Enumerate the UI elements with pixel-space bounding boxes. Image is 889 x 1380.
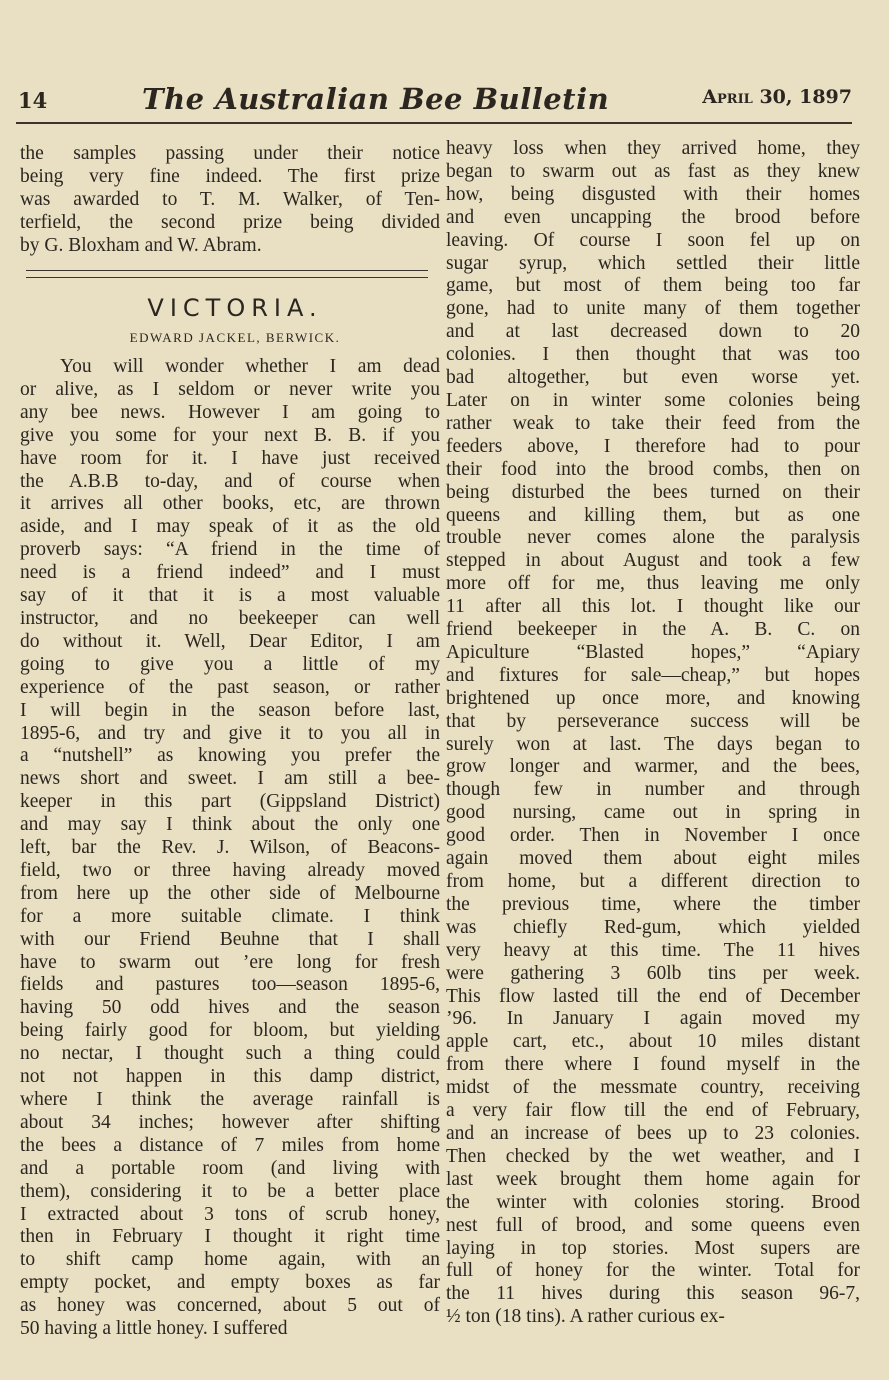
text-line: or alive, as I seldom or never write you <box>20 378 440 400</box>
text-line: nest full of brood, and some queens even <box>446 1214 860 1236</box>
text-line: game, but most of them being too far <box>446 275 860 297</box>
text-line: keeper in this part (Gippsland District) <box>20 791 440 813</box>
text-line: heavy loss when they arrived home, they <box>446 138 860 159</box>
text-line: how, being disgusted with their homes <box>446 183 860 205</box>
text-line: the bees a distance of 7 miles from home <box>20 1134 440 1156</box>
text-line: midst of the messmate country, receiving <box>446 1077 860 1099</box>
text-line: This flow lasted till the end of December <box>446 985 860 1007</box>
text-line: with our Friend Beuhne that I shall <box>20 928 440 950</box>
text-line: being very fine indeed. The first prize <box>20 165 440 187</box>
text-line: for a more suitable climate. I think <box>20 905 440 927</box>
text-line: bad altogether, but even worse yet. <box>446 367 860 389</box>
text-line: 11 after all this lot. I thought like our <box>446 596 860 618</box>
text-line: Later on in winter some colonies being <box>446 389 860 411</box>
text-line: say of it that it is a most valuable <box>20 585 440 607</box>
text-line: You will wonder whether I am dead <box>60 356 440 377</box>
text-line: very heavy at this time. The 11 hives <box>446 939 860 961</box>
text-line: that by perseverance success will be <box>446 710 860 732</box>
text-line: was chiefly Red-gum, which yielded <box>446 916 860 938</box>
text-line: a “nutshell” as knowing you prefer the <box>20 745 440 767</box>
section-divider <box>26 270 428 278</box>
text-line: feeders above, I therefore had to pour <box>446 435 860 457</box>
text-line: Then checked by the wet weather, and I <box>446 1145 860 1167</box>
text-line: about 34 inches; however after shifting <box>20 1111 440 1133</box>
text-line: have to swarm out ’ere long for fresh <box>20 951 440 973</box>
text-line: the 11 hives during this season 96-7, <box>446 1283 860 1305</box>
text-line: news short and sweet. I am still a bee- <box>20 768 440 790</box>
text-line: give you some for your next B. B. if you <box>20 424 440 446</box>
text-line: have room for it. I have just received <box>20 447 440 469</box>
text-line: left, bar the Rev. J. Wilson, of Beacons- <box>20 837 440 859</box>
text-line: rather weak to take their feed from the <box>446 412 860 434</box>
page-header <box>16 82 852 118</box>
text-line: were gathering 3 60lb tins per week. <box>446 962 860 984</box>
text-line: any bee news. However I am going to <box>20 401 440 423</box>
text-line: sugar syrup, which settled their little <box>446 252 860 274</box>
text-line: surely won at last. The days began to <box>446 733 860 755</box>
text-line: from here up the other side of Melbourne <box>20 882 440 904</box>
text-line: aside, and I may speak of it as the old <box>20 516 440 538</box>
text-line: and a portable room (and living with <box>20 1157 440 1179</box>
text-line: as honey was concerned, about 5 out of <box>20 1295 440 1317</box>
page-number: 14 <box>18 88 48 113</box>
text-line: colonies. I then thought that was too <box>446 344 860 366</box>
text-line: I extracted about 3 tons of scrub honey, <box>20 1203 440 1225</box>
text-line: gone, had to unite many of them together <box>446 298 860 320</box>
text-line: it arrives all other books, etc, are thrown <box>20 493 440 515</box>
text-line: and an increase of bees up to 23 colonies. <box>446 1122 860 1144</box>
text-line: 1895-6, and try and give it to you all in <box>20 722 440 744</box>
text-line: field, two or three having already moved <box>20 859 440 881</box>
text-line: leaving. Of course I soon fel up on <box>446 229 860 251</box>
section-author: EDWARD JACKEL, BERWICK. <box>129 330 341 345</box>
journal-title: The Australian Bee Bulletin <box>142 82 610 116</box>
text-line: began to swarm out as fast as they knew <box>446 160 860 182</box>
text-line: good nursing, came out in spring in <box>446 802 860 824</box>
text-line: going to give you a little of my <box>20 653 440 675</box>
text-line: the A.B.B to-day, and of course when <box>20 470 440 492</box>
text-line: queens and killing them, but as one <box>446 504 860 526</box>
text-line: their food into the brood combs, then on <box>446 458 860 480</box>
text-line: having 50 odd hives and the season <box>20 997 440 1019</box>
text-line: experience of the past season, or rather <box>20 676 440 698</box>
text-line: ½ ton (18 tins). A rather curious ex- <box>446 1306 725 1328</box>
text-line: empty pocket, and empty boxes as far <box>20 1272 440 1294</box>
right-body-column <box>446 138 860 1329</box>
text-line: fields and pastures too—season 1895-6, <box>20 974 440 996</box>
text-line: again moved them about eight miles <box>446 848 860 870</box>
text-line: then in February I thought it right time <box>20 1226 440 1248</box>
header-rule <box>16 122 852 124</box>
text-line: by G. Bloxham and W. Abram. <box>20 234 262 256</box>
text-line: more off for me, thus leaving me only <box>446 573 860 595</box>
text-line: being disturbed the bees turned on their <box>446 481 860 503</box>
text-line: apple cart, etc., about 10 miles distant <box>446 1031 860 1053</box>
text-line: a very fair flow till the end of February, <box>446 1100 860 1122</box>
section-heading: VICTORIA. <box>147 294 323 322</box>
text-line: was awarded to T. M. Walker, of Ten- <box>20 188 440 210</box>
text-line: ’96. In January I again moved my <box>446 1008 860 1030</box>
text-line: I will begin in the season before last, <box>20 699 440 721</box>
text-line: proverb says: “A friend in the time of <box>20 539 440 561</box>
text-line: grow longer and warmer, and the bees, <box>446 756 860 778</box>
text-line: no nectar, I thought such a thing could <box>20 1043 440 1065</box>
left-intro-column <box>20 143 440 258</box>
text-line: from there where I found myself in the <box>446 1054 860 1076</box>
text-line: the samples passing under their notice <box>20 143 440 164</box>
text-line: though few in number and through <box>446 779 860 801</box>
text-line: do without it. Well, Dear Editor, I am <box>20 630 440 652</box>
text-line: Apiculture “Blasted hopes,” “Apiary <box>446 641 860 663</box>
text-line: instructor, and no beekeeper can well <box>20 607 440 629</box>
text-line: and even uncapping the brood before <box>446 206 860 228</box>
left-body-column <box>20 356 440 1341</box>
text-line: brightened up once more, and knowing <box>446 687 860 709</box>
text-line: to shift camp home again, with an <box>20 1249 440 1271</box>
text-line: from home, but a different direction to <box>446 871 860 892</box>
text-line: laying in top stories. Most supers are <box>446 1237 860 1259</box>
text-line: good order. Then in November I once <box>446 825 860 847</box>
text-line: friend beekeeper in the A. B. C. on <box>446 619 860 641</box>
text-line: and at last decreased down to 20 <box>446 321 860 343</box>
text-line: trouble never comes alone the paralysis <box>446 527 860 549</box>
issue-date: April 30, 1897 <box>702 86 852 108</box>
text-line: and fixtures for sale—cheap,” but hopes <box>446 664 860 686</box>
text-line: where I think the average rainfall is <box>20 1089 440 1110</box>
text-line: stepped in about August and took a few <box>446 550 860 572</box>
text-line: terfield, the second prize being divided <box>20 211 440 233</box>
text-line: last week brought them home again for <box>446 1168 860 1190</box>
text-line: need is a friend indeed” and I must <box>20 562 440 584</box>
text-line: full of honey for the winter. Total for <box>446 1260 860 1282</box>
text-line: the winter with colonies storing. Brood <box>446 1191 860 1213</box>
text-line: not not happen in this damp district, <box>20 1066 440 1088</box>
text-line: being fairly good for bloom, but yielding <box>20 1020 440 1042</box>
text-line: them), considering it to be a better place <box>20 1180 440 1202</box>
text-line: the previous time, where the timber <box>446 893 860 915</box>
text-line: 50 having a little honey. I suffered <box>20 1318 288 1340</box>
text-line: and may say I think about the only one <box>20 814 440 836</box>
